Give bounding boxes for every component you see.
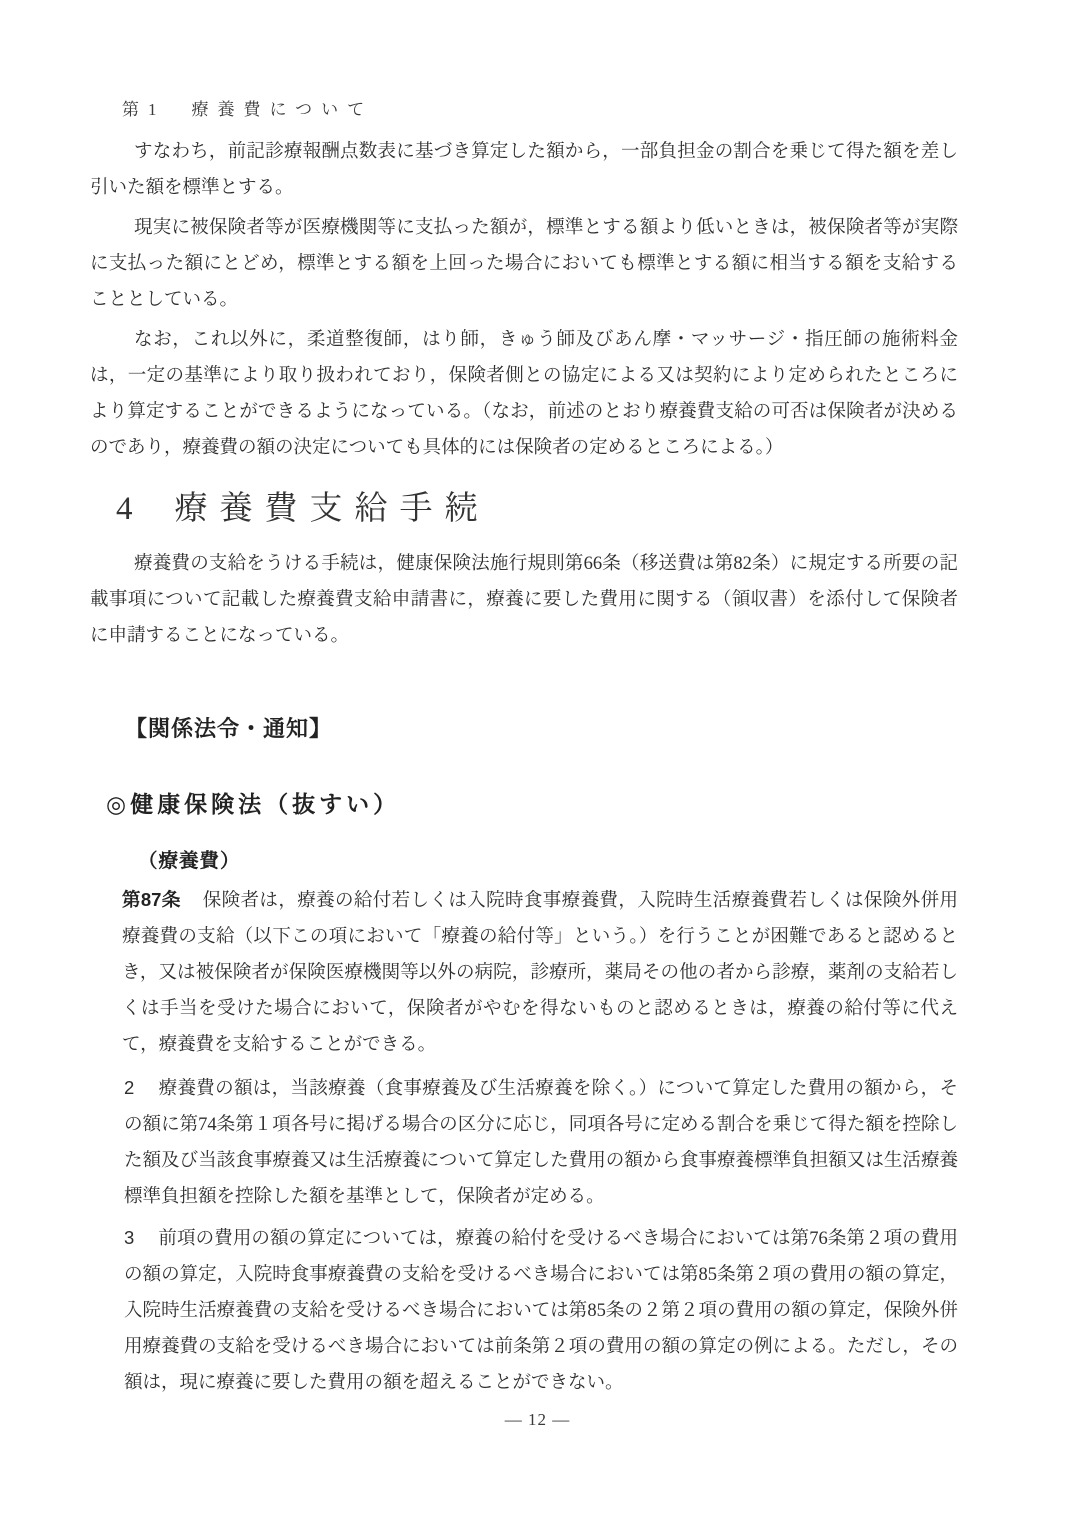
intro-paragraph-1: すなわち，前記診療報酬点数表に基づき算定した額から，一部負担金の割合を乗じて得た額を差し引いた額を標準とする。 xyxy=(90,142,958,198)
related-laws-heading: 【関係法令・通知】 xyxy=(125,716,333,741)
article-caption: （療養費） xyxy=(138,850,241,872)
clause-2-body: 療養費の額は，当該療養（食事療養及び生活療養を除く。）について算定した費用の額から，その額に第74条第１項各号に掲げる場合の区分に応じ，同項各号に定める割合を乗じて得た額を控除した額及び当該食事療養又は生活療養について算定した費用の額から食事療養標準負担額又は生活療養標準負担額を控除した額を基準として，保険者が定める。 xyxy=(124,1079,958,1207)
article-number: 第87条 xyxy=(122,889,181,910)
clause-3 xyxy=(90,1220,958,1401)
intro-paragraph-2: 現実に被保険者等が医療機関等に支払った額が，標準とする額より低いときは，被保険者等が実際に支払った額にとどめ，標準とする額を上回った場合においても標準とする額に相当する額を支給することとしている。 xyxy=(90,218,958,310)
section-title: 療養費支給手続 xyxy=(174,491,490,527)
clause-3-number: 3 xyxy=(124,1227,135,1248)
section-body xyxy=(90,546,958,658)
article-body: 保険者は，療養の給付若しくは入院時食事療養費，入院時生活療養費若しくは保険外併用療養費の支給（以下この項において「療養の給付等」という。）を行うことが困難であると認めるとき，又は被保険者が保険医療機関等以外の病院，診療所，薬局その他の者から診療，薬剤の支給若しくは手当を受けた場合において，保険者がやむを得ないものと認めるときは，療養の給付等に代えて，療養費を支給することができる。 xyxy=(122,891,958,1055)
clause-2-text xyxy=(124,1070,958,1215)
clause-2 xyxy=(90,1070,958,1215)
clause-3-text xyxy=(124,1220,958,1401)
clause-3-body: 前項の費用の額の算定については，療養の給付を受けるべき場合においては第76条第２項の費用の額の算定，入院時食事療養費の支給を受けるべき場合においては第85条第２項の費用の額の算定，入院時生活療養費の支給を受けるべき場合においては第85条の２第２項の費用の額の算定，保険外併用療養費の支給を受けるべき場合においては前条第２項の費用の額の算定の例による。ただし，その額は，現に療養に要した費用の額を超えることができない。 xyxy=(124,1229,958,1393)
clause-2-number: 2 xyxy=(124,1077,135,1098)
section-heading xyxy=(116,487,490,531)
running-header: 第1 療養費について xyxy=(122,100,374,119)
article-87 xyxy=(90,882,958,1063)
section-number: 4 xyxy=(116,491,145,527)
law-title: ◎健康保険法（抜すい） xyxy=(106,791,401,817)
page-number: ― 12 ― xyxy=(504,1410,571,1429)
article-87-text xyxy=(122,882,958,1063)
intro-paragraphs xyxy=(90,134,958,470)
section-body-paragraph: 療養費の支給をうける手続は，健康保険法施行規則第66条（移送費は第82条）に規定する所要の記載事項について記載した療養費支給申請書に，療養に要した費用に関する（領収書）を添付して保険者に申請することになっている。 xyxy=(90,554,958,646)
intro-paragraph-3: なお，これ以外に，柔道整復師，はり師，きゅう師及びあん摩・マッサージ・指圧師の施術料金は，一定の基準により取り扱われており，保険者側との協定による又は契約により定められたところにより算定することができるようになっている。（なお，前述のとおり療養費支給の可否は保険者が決めるのであり，療養費の額の決定についても具体的には保険者の定めるところによる。） xyxy=(90,330,958,458)
